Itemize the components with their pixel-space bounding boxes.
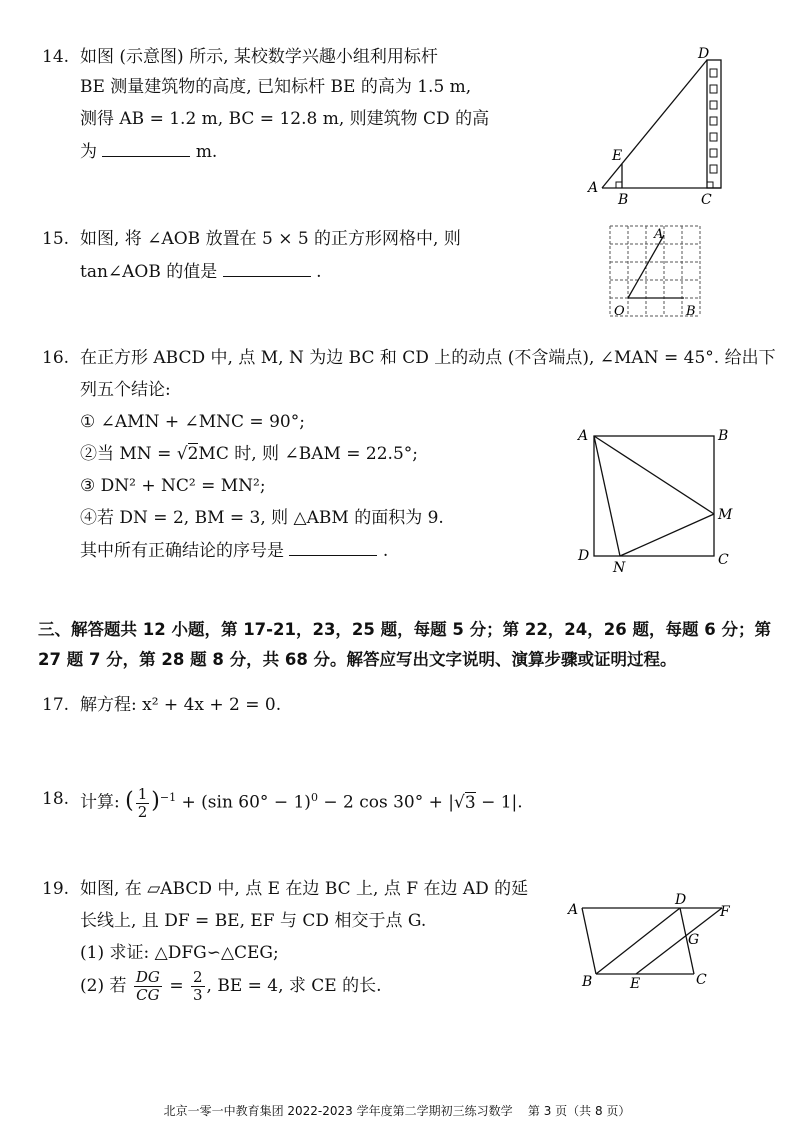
question-number: 17.	[42, 695, 70, 715]
section-heading-line: 27 题 7 分，第 28 题 8 分，共 68 分。解答应写出文字说明、演算步骤或证明过程。	[38, 650, 677, 669]
answer-blank[interactable]	[223, 258, 311, 277]
question-text-line: 测得 AB = 1.2 m, BC = 12.8 m, 则建筑物 CD 的高	[80, 109, 490, 129]
equals-sign: =	[169, 976, 184, 996]
label-C: C	[696, 972, 707, 988]
question-text-line	[80, 138, 217, 165]
exponent: −1	[159, 791, 177, 804]
figure-grid-angle	[604, 222, 708, 322]
conclusion-2-pre: ②当 MN =	[80, 444, 177, 464]
answer-blank[interactable]	[102, 138, 190, 157]
fraction-denominator: 3	[192, 986, 203, 1004]
label-B: B	[718, 428, 729, 444]
question-text-line: 如图, 将 ∠AOB 放置在 5 × 5 的正方形网格中, 则	[80, 229, 461, 249]
expression-tail-post: − 1|.	[481, 792, 523, 813]
question-text-line: 解方程: x² + 4x + 2 = 0.	[80, 695, 282, 715]
conclusion-1: ① ∠AMN + ∠MNC = 90°;	[80, 412, 305, 432]
sqrt-radicand: 2	[187, 444, 199, 464]
label-N: N	[613, 560, 626, 576]
fraction-numerator: DG	[135, 968, 160, 986]
label-O: O	[614, 304, 625, 319]
label-B: B	[582, 974, 593, 990]
label-C: C	[718, 552, 729, 568]
section-heading-line: 三、解答题共 12 小题，第 17-21，23，25 题，每题 5 分；第 22，24，26 题，每题 6 分；第	[38, 620, 771, 639]
blank-suffix: m.	[195, 142, 218, 162]
blank-suffix: .	[382, 541, 389, 561]
conclusion-3: ③ DN² + NC² = MN²;	[80, 476, 266, 496]
conclusion-2: ②当 MN = √2MC 时, 则 ∠BAM = 22.5°;	[80, 444, 419, 464]
figure-building-pole	[582, 40, 732, 210]
label-M: M	[718, 507, 733, 523]
label-A: A	[654, 227, 664, 242]
question-number: 19.	[42, 879, 70, 899]
question-number: 15.	[42, 229, 70, 249]
blank-suffix: .	[316, 262, 322, 282]
blank-prefix: 为	[80, 142, 97, 162]
question-number: 14.	[42, 47, 70, 67]
figure-square	[570, 422, 740, 577]
question-text-line: 如图 (示意图) 所示, 某校数学兴趣小组利用标杆	[80, 47, 438, 67]
fraction-denominator: CG	[136, 986, 160, 1004]
question-number: 16.	[42, 348, 70, 368]
label-D: D	[578, 548, 590, 564]
part-2-prefix: (2) 若	[80, 976, 127, 996]
question-text-line	[80, 537, 388, 564]
question-text-line: 列五个结论:	[80, 380, 171, 400]
question-text-line: BE 测量建筑物的高度, 已知标杆 BE 的高为 1.5 m,	[80, 77, 472, 97]
part-2	[80, 966, 382, 1006]
label-B: B	[618, 192, 629, 208]
sqrt-radicand: 3	[464, 792, 476, 813]
fraction	[136, 786, 150, 821]
label-A: A	[588, 180, 599, 196]
label-E: E	[630, 976, 641, 992]
fraction-dg-cg	[134, 969, 162, 1004]
question-text-line: 如图, 在 ▱ABCD 中, 点 E 在边 BC 上, 点 F 在边 AD 的延	[80, 879, 529, 899]
part-1: (1) 求证: △DFG∽△CEG;	[80, 943, 279, 963]
question-expression: 计算: ( $\frac{1}{2}$ )$^{-1}$ + (sin 60° − 1)$^0$ − 2 cos 30° + |√3 − 1|.	[80, 784, 523, 821]
label-B: B	[686, 304, 696, 319]
blank-prefix: 其中所有正确结论的序号是	[80, 541, 284, 561]
page-footer: 北京一零一中教育集团 2022-2023 学年度第二学期初三练习数学 第 3 页（共 8 页）	[163, 1104, 631, 1118]
label-D: D	[698, 46, 710, 62]
label-F: F	[720, 904, 730, 920]
fraction-denominator: 2	[137, 802, 148, 821]
fraction-numerator: 1	[137, 784, 148, 803]
expression-tail-pre: − 2 cos 30° + |	[323, 792, 455, 813]
expression-prefix: 计算:	[80, 792, 120, 813]
part-2-suffix: , BE = 4, 求 CE 的长.	[206, 976, 382, 996]
answer-blank[interactable]	[289, 537, 377, 556]
expression-mid: + (sin 60° − 1)	[181, 792, 311, 813]
label-A: A	[578, 428, 589, 444]
blank-prefix: tan∠AOB 的值是	[80, 262, 218, 282]
label-A: A	[568, 902, 579, 918]
fraction-two-thirds	[191, 969, 205, 1004]
question-text-line	[80, 258, 322, 285]
label-G: G	[688, 932, 700, 948]
question-text-line: 在正方形 ABCD 中, 点 M, N 为边 BC 和 CD 上的动点 (不含端点), ∠MAN = 45°. 给出下	[80, 348, 776, 368]
conclusion-4: ④若 DN = 2, BM = 3, 则 △ABM 的面积为 9.	[80, 508, 444, 528]
label-D: D	[675, 892, 687, 908]
conclusion-2-post: MC 时, 则 ∠BAM = 22.5°;	[198, 444, 419, 464]
fraction-numerator: 2	[192, 968, 203, 986]
question-number: 18.	[42, 789, 70, 809]
figure-parallelogram	[562, 888, 742, 998]
label-C: C	[701, 192, 712, 208]
exponent-zero: 0	[310, 791, 318, 804]
question-text-line: 长线上, 且 DF = BE, EF 与 CD 相交于点 G.	[80, 911, 427, 931]
label-E: E	[612, 148, 623, 164]
